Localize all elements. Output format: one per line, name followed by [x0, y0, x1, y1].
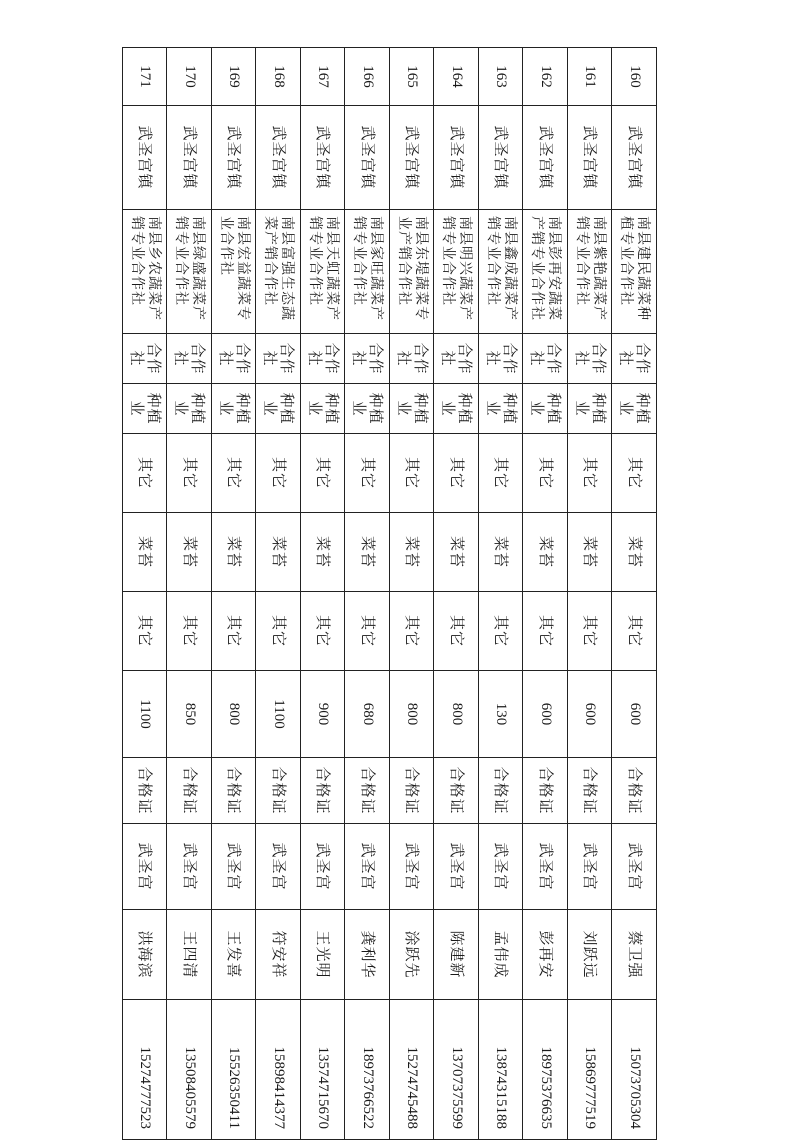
industry-cell: 种植业 — [612, 384, 657, 434]
phone-cell: 13707375599 — [434, 1000, 479, 1140]
certification-type-cell: 其它 — [523, 592, 568, 671]
entity-type-cell: 合作社 — [390, 334, 435, 384]
organization-name-cell: 南县富强生态蔬菜产销合作社 — [256, 210, 301, 334]
phone-cell: 15274745488 — [390, 1000, 435, 1140]
product-cell: 菜苔 — [612, 513, 657, 592]
category-cell: 其它 — [256, 434, 301, 513]
phone-cell: 15526350411 — [212, 1000, 257, 1140]
table-row — [568, 48, 613, 1140]
category-cell: 其它 — [612, 434, 657, 513]
certification-type-cell: 其它 — [345, 592, 390, 671]
scale-cell: 800 — [390, 671, 435, 758]
phone-cell: 13508405579 — [167, 1000, 212, 1140]
organization-name-cell: 南县彭再安蔬菜产销专业合作社 — [523, 210, 568, 334]
table-row — [212, 48, 257, 1140]
organization-name-cell: 南县明兴蔬菜产销专业合作社 — [434, 210, 479, 334]
location-cell: 武圣宫 — [167, 824, 212, 910]
phone-cell: 15274777523 — [123, 1000, 168, 1140]
row-number-cell: 162 — [523, 48, 568, 106]
location-cell: 武圣宫 — [434, 824, 479, 910]
contact-person-cell: 涂跃先 — [390, 910, 435, 1000]
row-number-cell: 171 — [123, 48, 168, 106]
scale-cell: 600 — [523, 671, 568, 758]
town-cell: 武圣宫镇 — [212, 106, 257, 210]
industry-cell: 种植业 — [479, 384, 524, 434]
industry-cell: 种植业 — [390, 384, 435, 434]
row-number-cell: 168 — [256, 48, 301, 106]
entity-type-cell: 合作社 — [568, 334, 613, 384]
town-cell: 武圣宫镇 — [167, 106, 212, 210]
status-cell: 合格证 — [434, 758, 479, 824]
location-cell: 武圣宫 — [568, 824, 613, 910]
row-number-cell: 170 — [167, 48, 212, 106]
phone-cell: 15073705304 — [612, 1000, 657, 1140]
row-number-cell: 163 — [479, 48, 524, 106]
scale-cell: 1100 — [123, 671, 168, 758]
row-number-cell: 161 — [568, 48, 613, 106]
scale-cell: 1100 — [256, 671, 301, 758]
organization-name-cell: 南县东堤蔬菜专业产销合作社 — [390, 210, 435, 334]
location-cell: 武圣宫 — [612, 824, 657, 910]
phone-cell: 13574715670 — [301, 1000, 346, 1140]
location-cell: 武圣宫 — [523, 824, 568, 910]
table-row — [434, 48, 479, 1140]
location-cell: 武圣宫 — [301, 824, 346, 910]
certification-type-cell: 其它 — [123, 592, 168, 671]
entity-type-cell: 合作社 — [523, 334, 568, 384]
status-cell: 合格证 — [568, 758, 613, 824]
certification-type-cell: 其它 — [167, 592, 212, 671]
scale-cell: 850 — [167, 671, 212, 758]
entity-type-cell: 合作社 — [301, 334, 346, 384]
town-cell: 武圣宫镇 — [345, 106, 390, 210]
row-number-cell: 164 — [434, 48, 479, 106]
industry-cell: 种植业 — [301, 384, 346, 434]
scale-cell: 130 — [479, 671, 524, 758]
status-cell: 合格证 — [167, 758, 212, 824]
entity-type-cell: 合作社 — [434, 334, 479, 384]
table-row — [345, 48, 390, 1140]
town-cell: 武圣宫镇 — [434, 106, 479, 210]
industry-cell: 种植业 — [568, 384, 613, 434]
town-cell: 武圣宫镇 — [479, 106, 524, 210]
entity-type-cell: 合作社 — [256, 334, 301, 384]
row-number-cell: 167 — [301, 48, 346, 106]
status-cell: 合格证 — [301, 758, 346, 824]
organization-name-cell: 南县乡农蔬菜产销专业合作社 — [123, 210, 168, 334]
category-cell: 其它 — [212, 434, 257, 513]
certification-type-cell: 其它 — [390, 592, 435, 671]
phone-cell: 13874315188 — [479, 1000, 524, 1140]
product-cell: 菜苔 — [301, 513, 346, 592]
entity-type-cell: 合作社 — [123, 334, 168, 384]
industry-cell: 种植业 — [123, 384, 168, 434]
scale-cell: 600 — [568, 671, 613, 758]
organization-name-cell: 南县鑫成蔬菜产销专业合作社 — [479, 210, 524, 334]
category-cell: 其它 — [123, 434, 168, 513]
table-row — [256, 48, 301, 1140]
organization-name-cell: 南县宏益蔬菜专业合作社 — [212, 210, 257, 334]
status-cell: 合格证 — [256, 758, 301, 824]
contact-person-cell: 龚利华 — [345, 910, 390, 1000]
product-cell: 菜苔 — [256, 513, 301, 592]
entity-type-cell: 合作社 — [479, 334, 524, 384]
scale-cell: 600 — [612, 671, 657, 758]
product-cell: 菜苔 — [568, 513, 613, 592]
town-cell: 武圣宫镇 — [301, 106, 346, 210]
contact-person-cell: 王光明 — [301, 910, 346, 1000]
organization-name-cell: 南县绿盛蔬菜产销专业合作社 — [167, 210, 212, 334]
category-cell: 其它 — [345, 434, 390, 513]
status-cell: 合格证 — [523, 758, 568, 824]
industry-cell: 种植业 — [212, 384, 257, 434]
table-row — [390, 48, 435, 1140]
certification-type-cell: 其它 — [212, 592, 257, 671]
location-cell: 武圣宫 — [256, 824, 301, 910]
entity-type-cell: 合作社 — [212, 334, 257, 384]
contact-person-cell: 王四清 — [167, 910, 212, 1000]
certification-type-cell: 其它 — [612, 592, 657, 671]
category-cell: 其它 — [390, 434, 435, 513]
contact-person-cell: 洪海滨 — [123, 910, 168, 1000]
entity-type-cell: 合作社 — [167, 334, 212, 384]
organization-name-cell: 南县天虹蔬菜产销专业合作社 — [301, 210, 346, 334]
status-cell: 合格证 — [123, 758, 168, 824]
table-row — [301, 48, 346, 1140]
scale-cell: 800 — [212, 671, 257, 758]
product-cell: 菜苔 — [167, 513, 212, 592]
status-cell: 合格证 — [345, 758, 390, 824]
product-cell: 菜苔 — [345, 513, 390, 592]
certification-type-cell: 其它 — [434, 592, 479, 671]
scale-cell: 680 — [345, 671, 390, 758]
town-cell: 武圣宫镇 — [390, 106, 435, 210]
product-cell: 菜苔 — [390, 513, 435, 592]
category-cell: 其它 — [568, 434, 613, 513]
contact-person-cell: 王发喜 — [212, 910, 257, 1000]
product-cell: 菜苔 — [123, 513, 168, 592]
product-cell: 菜苔 — [523, 513, 568, 592]
entity-type-cell: 合作社 — [612, 334, 657, 384]
certification-type-cell: 其它 — [568, 592, 613, 671]
product-cell: 菜苔 — [212, 513, 257, 592]
cooperative-registry-table — [122, 47, 657, 1140]
location-cell: 武圣宫 — [479, 824, 524, 910]
contact-person-cell: 蔡卫强 — [612, 910, 657, 1000]
town-cell: 武圣宫镇 — [523, 106, 568, 210]
scale-cell: 800 — [434, 671, 479, 758]
row-number-cell: 169 — [212, 48, 257, 106]
location-cell: 武圣宫 — [345, 824, 390, 910]
category-cell: 其它 — [523, 434, 568, 513]
status-cell: 合格证 — [390, 758, 435, 824]
certification-type-cell: 其它 — [301, 592, 346, 671]
contact-person-cell: 孟伟成 — [479, 910, 524, 1000]
entity-type-cell: 合作社 — [345, 334, 390, 384]
product-cell: 菜苔 — [479, 513, 524, 592]
status-cell: 合格证 — [479, 758, 524, 824]
industry-cell: 种植业 — [434, 384, 479, 434]
organization-name-cell: 南县家旺蔬菜产销专业合作社 — [345, 210, 390, 334]
row-number-cell: 166 — [345, 48, 390, 106]
contact-person-cell: 符安祥 — [256, 910, 301, 1000]
industry-cell: 种植业 — [256, 384, 301, 434]
category-cell: 其它 — [434, 434, 479, 513]
table-row — [167, 48, 212, 1140]
contact-person-cell: 刘跃远 — [568, 910, 613, 1000]
rotated-table-sheet — [123, 47, 657, 1129]
town-cell: 武圣宫镇 — [123, 106, 168, 210]
certification-type-cell: 其它 — [479, 592, 524, 671]
contact-person-cell: 陈建新 — [434, 910, 479, 1000]
certification-type-cell: 其它 — [256, 592, 301, 671]
industry-cell: 种植业 — [523, 384, 568, 434]
category-cell: 其它 — [301, 434, 346, 513]
organization-name-cell: 南县建民蔬菜种植专业合作社 — [612, 210, 657, 334]
phone-cell: 18973766522 — [345, 1000, 390, 1140]
table-row — [612, 48, 657, 1140]
phone-cell: 15869777519 — [568, 1000, 613, 1140]
category-cell: 其它 — [479, 434, 524, 513]
town-cell: 武圣宫镇 — [256, 106, 301, 210]
contact-person-cell: 彭再安 — [523, 910, 568, 1000]
town-cell: 武圣宫镇 — [568, 106, 613, 210]
table-row — [123, 48, 168, 1140]
industry-cell: 种植业 — [167, 384, 212, 434]
table-body — [123, 48, 657, 1140]
location-cell: 武圣宫 — [390, 824, 435, 910]
table-row — [479, 48, 524, 1140]
status-cell: 合格证 — [212, 758, 257, 824]
town-cell: 武圣宫镇 — [612, 106, 657, 210]
row-number-cell: 160 — [612, 48, 657, 106]
product-cell: 菜苔 — [434, 513, 479, 592]
phone-cell: 18975376635 — [523, 1000, 568, 1140]
category-cell: 其它 — [167, 434, 212, 513]
scale-cell: 900 — [301, 671, 346, 758]
location-cell: 武圣宫 — [212, 824, 257, 910]
table-row — [523, 48, 568, 1140]
location-cell: 武圣宫 — [123, 824, 168, 910]
status-cell: 合格证 — [612, 758, 657, 824]
industry-cell: 种植业 — [345, 384, 390, 434]
phone-cell: 15898414377 — [256, 1000, 301, 1140]
row-number-cell: 165 — [390, 48, 435, 106]
organization-name-cell: 南县紫艳蔬菜产销专业合作社 — [568, 210, 613, 334]
